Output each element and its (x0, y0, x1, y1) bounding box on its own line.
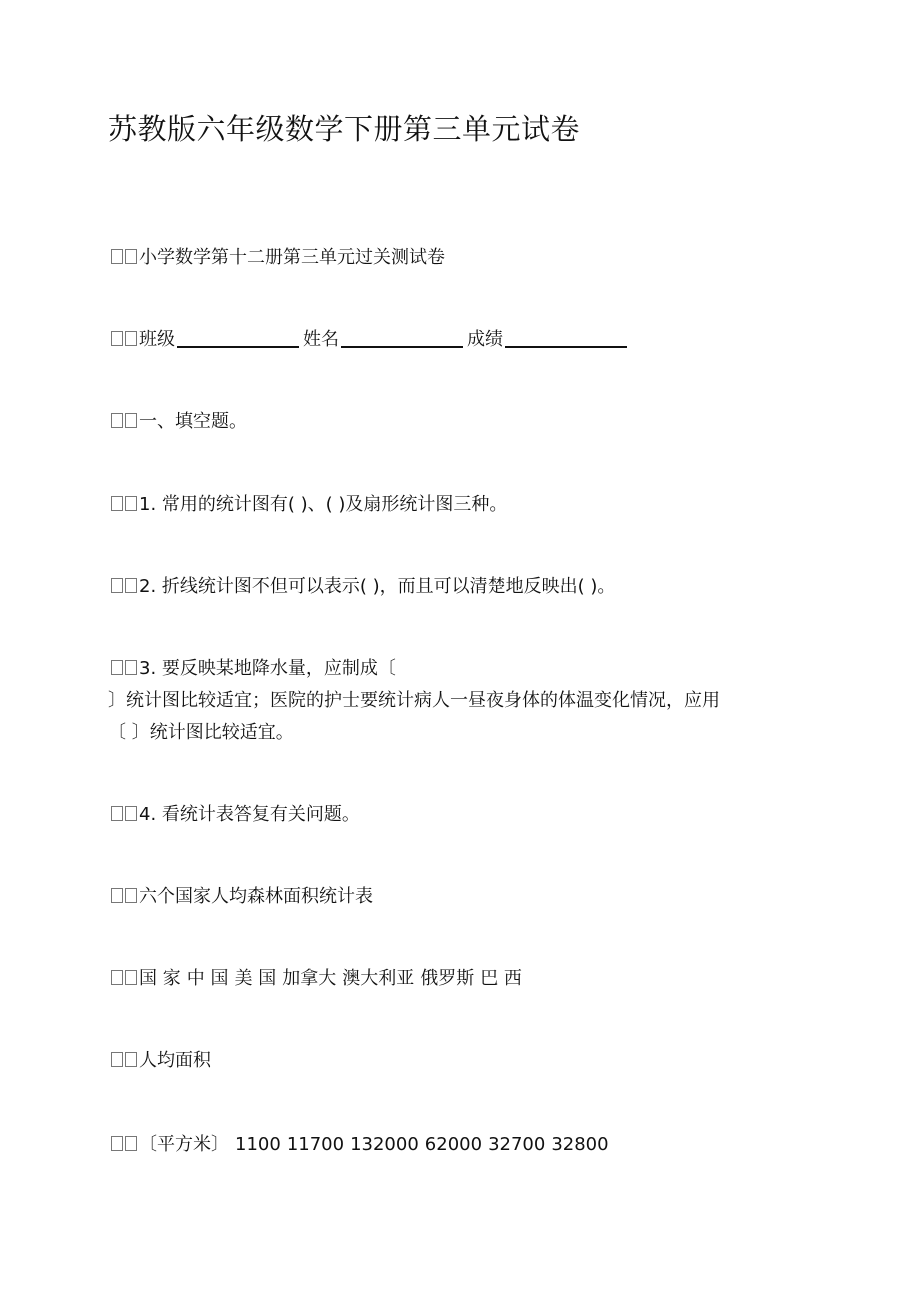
question-2 (111, 571, 615, 603)
name-blank[interactable] (341, 328, 463, 348)
missing-glyph-box (125, 331, 137, 346)
question-3-text-3: 〔 〕统计图比较适宜。 (108, 722, 294, 743)
question-3-line-1 (111, 653, 396, 685)
score-label: 成绩 (467, 329, 503, 350)
question-3-line-3 (108, 717, 294, 749)
table-cell: 32700 (488, 1134, 546, 1155)
class-blank[interactable] (177, 328, 299, 348)
table-cell: 俄罗斯 (420, 968, 475, 989)
table-cell: 11700 (286, 1134, 345, 1155)
missing-glyph-box (111, 660, 123, 675)
question-1-text: 1. 常用的统计图有( )、( )及扇形统计图三种。 (139, 494, 508, 515)
missing-glyph-box (125, 970, 137, 985)
missing-glyph-box (111, 331, 123, 346)
table-cell: 巴 西 (480, 968, 522, 989)
subtitle-text: 小学数学第十二册第三单元过关测试卷 (139, 247, 445, 268)
table-cell: 132000 (350, 1134, 419, 1155)
missing-glyph-box (125, 413, 137, 428)
question-1 (111, 489, 507, 521)
question-3-text-1: 3. 要反映某地降水量，应制成〔 (139, 658, 396, 679)
missing-glyph-box (111, 249, 123, 264)
question-3-text-2: 〕统计图比较适宜；医院的护士要统计病人一昼夜身体的体温变化情况，应用 (108, 690, 720, 711)
missing-glyph-box (125, 496, 137, 511)
table-cell: 美 国 (234, 968, 277, 989)
section1-text: 一、填空题。 (139, 411, 247, 432)
missing-glyph-box (111, 806, 123, 821)
table-title (111, 881, 373, 913)
table-cell: 澳大利亚 (342, 968, 415, 989)
name-label: 姓名 (303, 329, 339, 350)
table-cell: 加拿大 (282, 968, 337, 989)
question-3-line-2 (108, 685, 720, 717)
question-2-text: 2. 折线统计图不但可以表示( )，而且可以清楚地反映出( )。 (139, 576, 616, 597)
per-capita-label: 人均面积 (139, 1050, 211, 1071)
country-header: 国 家 (139, 968, 181, 989)
missing-glyph-box (111, 496, 123, 511)
table-cell: 32800 (551, 1134, 609, 1155)
missing-glyph-box (111, 970, 123, 985)
missing-glyph-box (125, 1136, 137, 1151)
table-cell: 1100 (235, 1134, 281, 1155)
missing-glyph-box (111, 578, 123, 593)
missing-glyph-box (111, 1052, 123, 1067)
missing-glyph-box (125, 660, 137, 675)
question-4-text: 4. 看统计表答复有关问题。 (139, 804, 360, 825)
missing-glyph-box (125, 806, 137, 821)
table-label-row (111, 1045, 211, 1077)
table-cell: 中 国 (186, 968, 229, 989)
student-info-line (111, 324, 631, 356)
table-title-text: 六个国家人均森林面积统计表 (139, 886, 373, 907)
missing-glyph-box (125, 1052, 137, 1067)
missing-glyph-box (111, 888, 123, 903)
missing-glyph-box (125, 578, 137, 593)
subtitle-line (111, 242, 445, 274)
question-4 (111, 799, 360, 831)
missing-glyph-box (111, 1136, 123, 1151)
unit-label: 〔平方米〕 (139, 1134, 229, 1155)
missing-glyph-box (125, 888, 137, 903)
section-heading (111, 406, 247, 438)
missing-glyph-box (111, 413, 123, 428)
document-title: 苏教版六年级数学下册第三单元试卷 (108, 112, 581, 146)
score-blank[interactable] (505, 328, 627, 348)
table-header-row (111, 963, 528, 995)
class-label: 班级 (139, 329, 175, 350)
missing-glyph-box (125, 249, 137, 264)
table-value-row (111, 1129, 615, 1161)
table-cell: 62000 (424, 1134, 483, 1155)
